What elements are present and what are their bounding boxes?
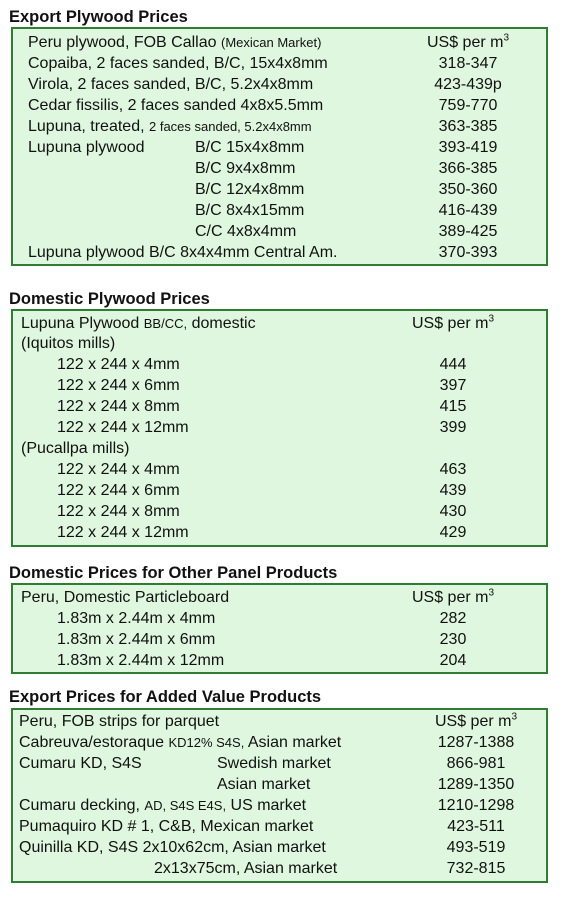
group-label-iquitos xyxy=(13,333,546,354)
header-label: Peru, Domestic Particleboard xyxy=(21,589,230,606)
product-name: Cedar fissilis, 2 faces sanded 4x8x5.5mm xyxy=(28,97,324,114)
product-name: Quinilla KD, S4S 2x10x62cm, Asian market xyxy=(19,839,326,856)
unit-label: US$ per $m^3$ xyxy=(411,313,495,332)
price: 423-439p xyxy=(434,76,502,93)
price: 423-511 xyxy=(447,818,505,835)
section-title-domestic-plywood: Domestic Plywood Prices xyxy=(9,290,210,308)
market: Asian market xyxy=(217,776,311,793)
header-label: Peru, FOB strips for parquet xyxy=(19,713,220,730)
price: 444 xyxy=(439,356,467,373)
table-row xyxy=(13,242,546,263)
group-label: (Pucallpa mills) xyxy=(21,440,130,457)
table-row xyxy=(13,375,546,396)
market: Swedish market xyxy=(217,755,331,772)
table-row xyxy=(13,608,546,629)
price: 1289-1350 xyxy=(437,776,515,793)
price: 389-425 xyxy=(438,223,498,240)
price: 866-981 xyxy=(446,755,506,772)
product-spec: 2x13x75cm, Asian market xyxy=(154,860,338,877)
product-name: Lupuna plywood xyxy=(28,139,145,156)
product-name: Cumaru decking, AD, S4S E4S, US market xyxy=(19,797,307,814)
price: 204 xyxy=(439,652,467,669)
table-row xyxy=(13,200,546,221)
table-row xyxy=(13,480,546,501)
table-row xyxy=(13,137,546,158)
added-value-table xyxy=(11,708,548,883)
price: 463 xyxy=(439,461,467,478)
price: 397 xyxy=(439,377,467,394)
table-header-row xyxy=(13,587,546,608)
product-spec: B/C 15x4x8mm xyxy=(195,139,305,156)
price: 230 xyxy=(439,631,467,648)
unit-label: US$ per $m^3$ xyxy=(434,711,518,730)
price: 363-385 xyxy=(438,118,498,135)
price: 393-419 xyxy=(438,139,498,156)
price: 430 xyxy=(439,503,467,520)
table-row xyxy=(13,858,546,879)
price: 350-360 xyxy=(438,181,498,198)
table-header-row xyxy=(13,711,546,732)
domestic-plywood-table xyxy=(11,309,548,547)
size: 1.83m x 2.44m x 6mm xyxy=(57,631,216,648)
size: 122 x 244 x 6mm xyxy=(57,482,180,499)
price: 416-439 xyxy=(438,202,498,219)
table-header-row xyxy=(13,313,546,334)
group-label-pucallpa xyxy=(13,438,546,459)
product-name: Cumaru KD, S4S xyxy=(19,755,142,772)
price: 1287-1388 xyxy=(437,734,515,751)
product-spec: C/C 4x8x4mm xyxy=(195,223,297,240)
price: 759-770 xyxy=(438,97,498,114)
product-spec: B/C 9x4x8mm xyxy=(195,160,296,177)
product-name: Lupuna plywood B/C 8x4x4mm Central Am. xyxy=(28,244,338,261)
section-title-added-value: Export Prices for Added Value Products xyxy=(9,688,322,706)
table-row xyxy=(13,795,546,816)
table-row xyxy=(13,221,546,242)
header-label: Lupuna Plywood BB/CC, domestic xyxy=(21,315,256,332)
table-row xyxy=(13,116,546,137)
product-name: Lupuna, treated, 2 faces sanded, 5.2x4x8mm xyxy=(28,118,312,135)
table-row xyxy=(13,396,546,417)
size: 122 x 244 x 8mm xyxy=(57,398,180,415)
product-spec: B/C 8x4x15mm xyxy=(195,202,305,219)
price: 370-393 xyxy=(438,244,498,261)
size: 1.83m x 2.44m x 12mm xyxy=(57,652,225,669)
price: 282 xyxy=(439,610,467,627)
product-name: Copaiba, 2 faces sanded, B/C, 15x4x8mm xyxy=(28,55,328,72)
table-row xyxy=(13,816,546,837)
table-row xyxy=(13,74,546,95)
table-row xyxy=(13,629,546,650)
group-label: (Iquitos mills) xyxy=(21,335,116,352)
size: 1.83m x 2.44m x 4mm xyxy=(57,610,216,627)
table-row xyxy=(13,53,546,74)
header-label: Peru plywood, FOB Callao (Mexican Market) xyxy=(28,34,322,51)
table-row xyxy=(13,522,546,543)
price: 732-815 xyxy=(446,860,506,877)
table-row xyxy=(13,158,546,179)
table-row xyxy=(13,95,546,116)
table-row xyxy=(13,732,546,753)
table-row xyxy=(13,774,546,795)
product-name: Virola, 2 faces sanded, B/C, 5.2x4x8mm xyxy=(28,76,314,93)
header-market: (Mexican Market) xyxy=(220,35,322,50)
price: 429 xyxy=(439,524,467,541)
price: 415 xyxy=(439,398,467,415)
size: 122 x 244 x 4mm xyxy=(57,461,180,478)
table-row xyxy=(13,501,546,522)
size: 122 x 244 x 12mm xyxy=(57,524,189,541)
unit-label: US$ per $m^3$ xyxy=(411,587,495,606)
product-name: Pumaquiro KD # 1, C&B, Mexican market xyxy=(19,818,314,835)
price: 318-347 xyxy=(438,55,498,72)
size: 122 x 244 x 6mm xyxy=(57,377,180,394)
size: 122 x 244 x 12mm xyxy=(57,419,189,436)
table-row xyxy=(13,753,546,774)
product-name: Cabreuva/estoraque KD12% S4S, Asian market xyxy=(19,734,342,751)
table-header-row xyxy=(13,32,546,53)
price: 366-385 xyxy=(438,160,498,177)
section-title-other-panels: Domestic Prices for Other Panel Products xyxy=(9,564,338,582)
table-row xyxy=(13,650,546,671)
price: 1210-1298 xyxy=(437,797,515,814)
table-row xyxy=(13,459,546,480)
price: 493-519 xyxy=(446,839,506,856)
table-row xyxy=(13,417,546,438)
size: 122 x 244 x 8mm xyxy=(57,503,180,520)
other-panels-table xyxy=(11,583,548,674)
price: 439 xyxy=(439,482,467,499)
table-row xyxy=(13,354,546,375)
product-spec: B/C 12x4x8mm xyxy=(195,181,305,198)
table-row xyxy=(13,179,546,200)
export-plywood-table xyxy=(11,27,548,266)
section-title-export-plywood: Export Plywood Prices xyxy=(9,8,188,26)
price: 399 xyxy=(439,419,467,436)
size: 122 x 244 x 4mm xyxy=(57,356,180,373)
table-row xyxy=(13,837,546,858)
unit-label: US$ per $m^3$ xyxy=(426,32,510,51)
